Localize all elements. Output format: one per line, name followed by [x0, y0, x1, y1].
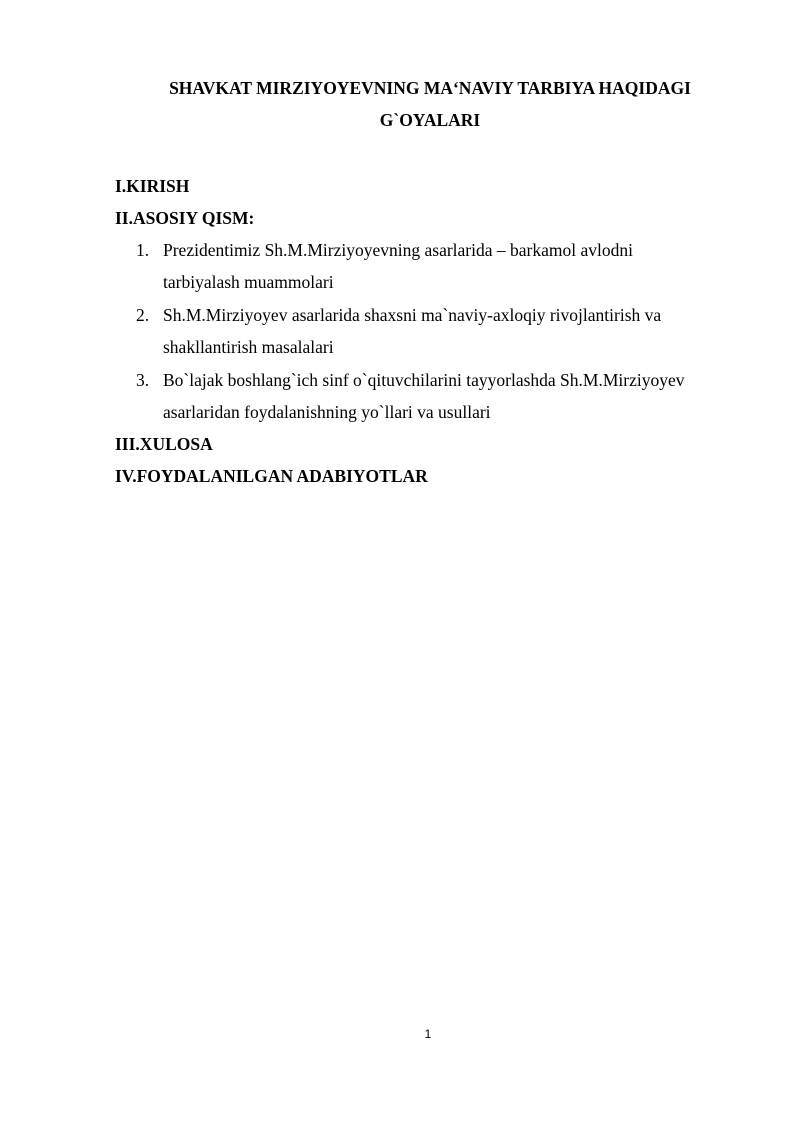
section-heading-intro: I.KIRISH — [115, 176, 190, 196]
list-item-number: 3. — [136, 370, 150, 390]
page-number: 1 — [424, 1027, 432, 1041]
section-heading-main: II.ASOSIY QISM: — [115, 208, 255, 228]
document-title-line-1: SHAVKAT MIRZIYOYEVNING MA‘NAVIY TARBIYA HAQIDAGI — [169, 78, 691, 98]
document-title-line-2: G`OYALARI — [379, 110, 481, 130]
list-item-text-line-2: asarlaridan foydalanishning yo`llari va usullari — [163, 402, 491, 422]
list-item-text-line-1: Sh.M.Mirziyoyev asarlarida shaxsni ma`naviy-axloqiy rivojlantirish va — [163, 305, 662, 325]
section-heading-references: IV.FOYDALANILGAN ADABIYOTLAR — [115, 466, 428, 486]
section-heading-conclusion: III.XULOSA — [115, 434, 213, 454]
list-item-text-line-2: shakllantirish masalalari — [163, 337, 334, 357]
list-item-text-line-1: Prezidentimiz Sh.M.Mirziyoyevning asarlarida – barkamol avlodni — [163, 240, 633, 260]
list-item-text-line-2: tarbiyalash muammolari — [163, 272, 334, 292]
list-item-number: 1. — [136, 240, 150, 260]
list-item-number: 2. — [136, 305, 150, 325]
list-item-text-line-1: Bo`lajak boshlang`ich sinf o`qituvchilarini tayyorlashda Sh.M.Mirziyoyev — [163, 370, 685, 390]
